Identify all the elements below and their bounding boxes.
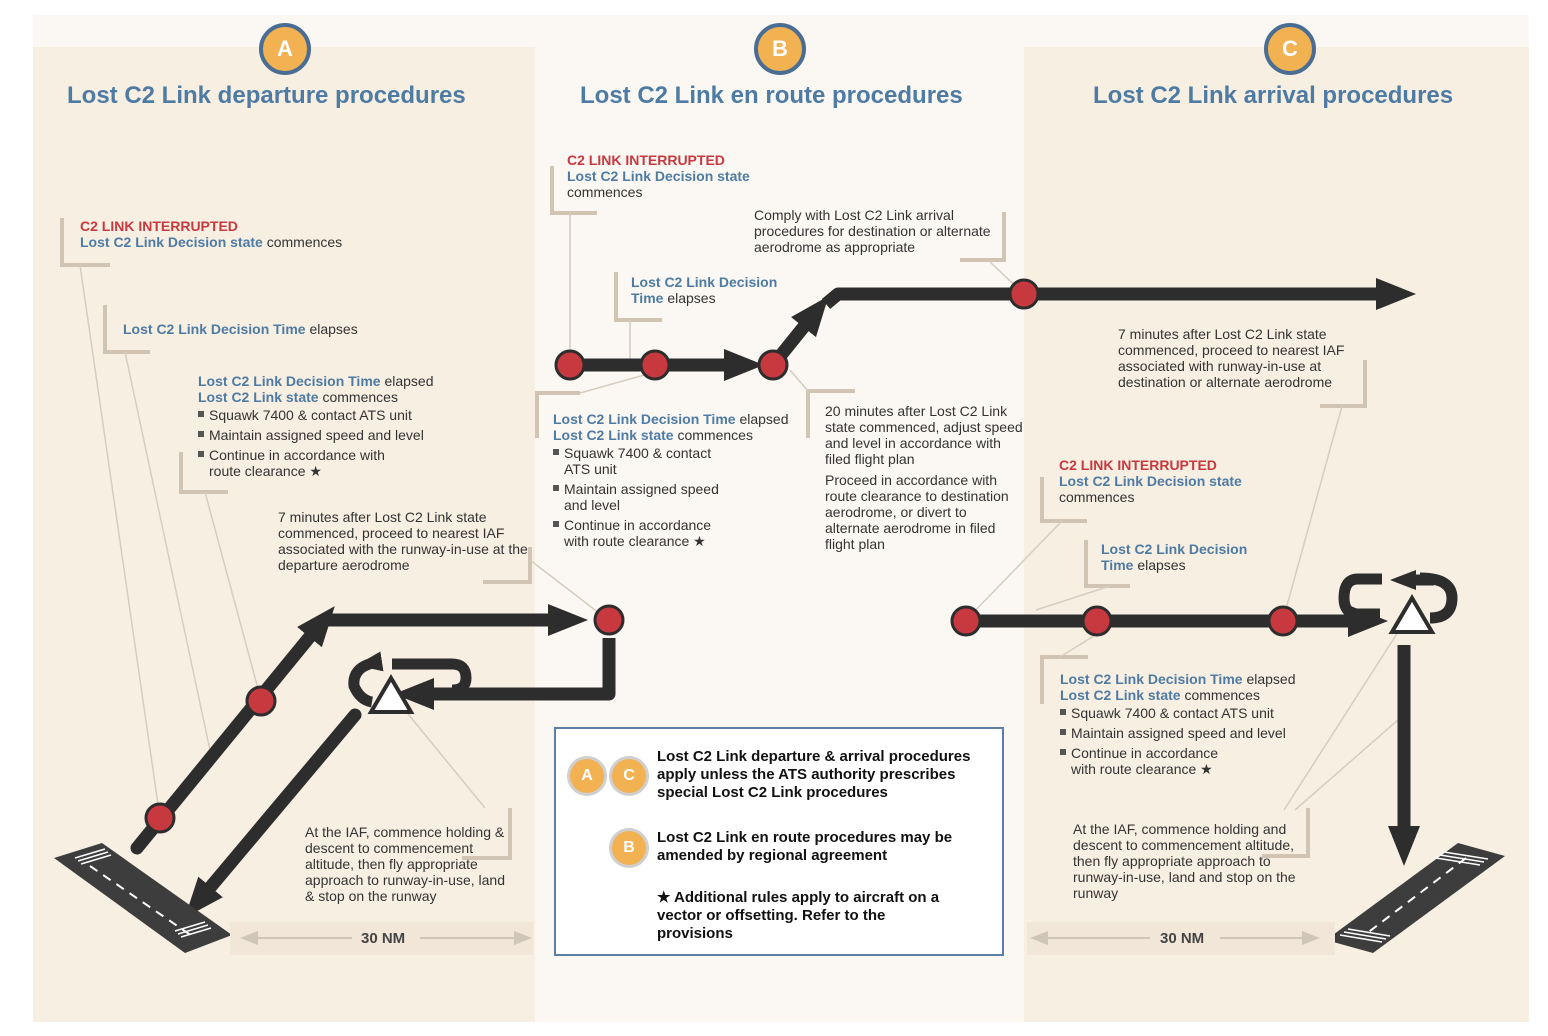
panel-b-note-interrupted: C2 LINK INTERRUPTED Lost C2 Link Decision state commences [567,152,750,200]
legend-item-departure-arrival: Lost C2 Link departure & arrival procedures apply unless the ATS authority prescribes special Lost C2 Link procedures [657,748,971,801]
legend-box [554,727,1004,956]
panel-a-note-decision-time: Lost C2 Link Decision Time elapses [123,321,358,337]
panel-a-bullet-speed: Maintain assigned speed and level [198,427,468,443]
panel-a-note-7-minutes: 7 minutes after Lost C2 Link state commenced, proceed to nearest IAF associated with the runway-in-use at the departure aerodrome [278,509,528,573]
panel-a-title: Lost C2 Link departure procedures [67,82,466,109]
panel-b-note-20-minutes: 20 minutes after Lost C2 Link state commenced, adjust speed and level in accordance with filed flight plan [825,403,1023,467]
panel-b-note-decision-time: Lost C2 Link Decision Time elapses [631,274,778,306]
panel-b-badge: B [754,23,806,75]
panel-c-note-7-minutes: 7 minutes after Lost C2 Link state commenced, proceed to nearest IAF associated with runway-in-use at destination or alternate aerodrome [1118,326,1345,390]
legend-badge-a: A [567,756,607,796]
legend-item-additional-rules: ★ Additional rules apply to aircraft on a vector or offsetting. Refer to the provisions [657,889,940,942]
panel-c-note-decision-time: Lost C2 Link Decision Time elapses [1101,541,1248,573]
panel-c-bullet-squawk: Squawk 7400 & contact ATS unit [1060,705,1320,721]
panel-a-bullet-squawk: Squawk 7400 & contact ATS unit [198,407,468,423]
panel-c-note-interrupted: C2 LINK INTERRUPTED Lost C2 Link Decision state commences [1059,457,1242,505]
panel-c-distance-label: 30 NM [1160,930,1205,947]
panel-b-note-state: Lost C2 Link Decision Time elapsed Lost C2 Link state commences Squawk 7400 & contact ATS unit Maintain assigned speed and level Continue in accordance with route clearance ★ [553,411,789,549]
legend-badge-c: C [609,756,649,796]
panel-c-note-iaf: At the IAF, commence holding and descent to commencement altitude, then fly appropriate approach to runway-in-use, land and stop on the runway [1073,821,1296,901]
panel-b-bullet-speed: Maintain assigned speed and level [553,481,733,513]
panel-c-bullet-route: Continue in accordance with route clearance ★ [1060,745,1221,777]
panel-b-bullet-route: Continue in accordance with route clearance ★ [553,517,733,549]
panel-a-badge: A [259,23,311,75]
panel-a-bullet-route: Continue in accordance with route clearance ★ [198,447,399,479]
panel-b-note-proceed: Proceed in accordance with route clearance to destination aerodrome, or divert to alternate aerodrome in filed flight plan [825,472,1009,552]
panel-b-title: Lost C2 Link en route procedures [580,82,963,109]
legend-badge-b: B [609,828,649,868]
panel-b-bullet-squawk: Squawk 7400 & contact ATS unit [553,445,733,477]
panel-c-badge: C [1264,23,1316,75]
panel-a-distance-label: 30 NM [361,930,406,947]
panel-c-bullet-speed: Maintain assigned speed and level [1060,725,1320,741]
panel-a-note-interrupted: C2 LINK INTERRUPTED Lost C2 Link Decision state commences [80,218,343,250]
panel-a-note-iaf: At the IAF, commence holding & descent to commencement altitude, then fly appropriate approach to runway-in-use, land & stop on the runway [305,824,506,904]
panel-c-note-state: Lost C2 Link Decision Time elapsed Lost C2 Link state commences Squawk 7400 & contact ATS unit Maintain assigned speed and level Continue in accordance with route clearance ★ [1060,671,1320,781]
panel-c-title: Lost C2 Link arrival procedures [1093,82,1454,109]
panel-a-note-state: Lost C2 Link Decision Time elapsed Lost C2 Link state commences Squawk 7400 & contact ATS unit Maintain assigned speed and level Continue in accordance with route clearance ★ [198,373,468,483]
panel-b-note-comply: Comply with Lost C2 Link arrival procedures for destination or alternate aerodrome as appropriate [754,207,991,255]
legend-item-en-route: Lost C2 Link en route procedures may be amended by regional agreement [657,829,953,864]
